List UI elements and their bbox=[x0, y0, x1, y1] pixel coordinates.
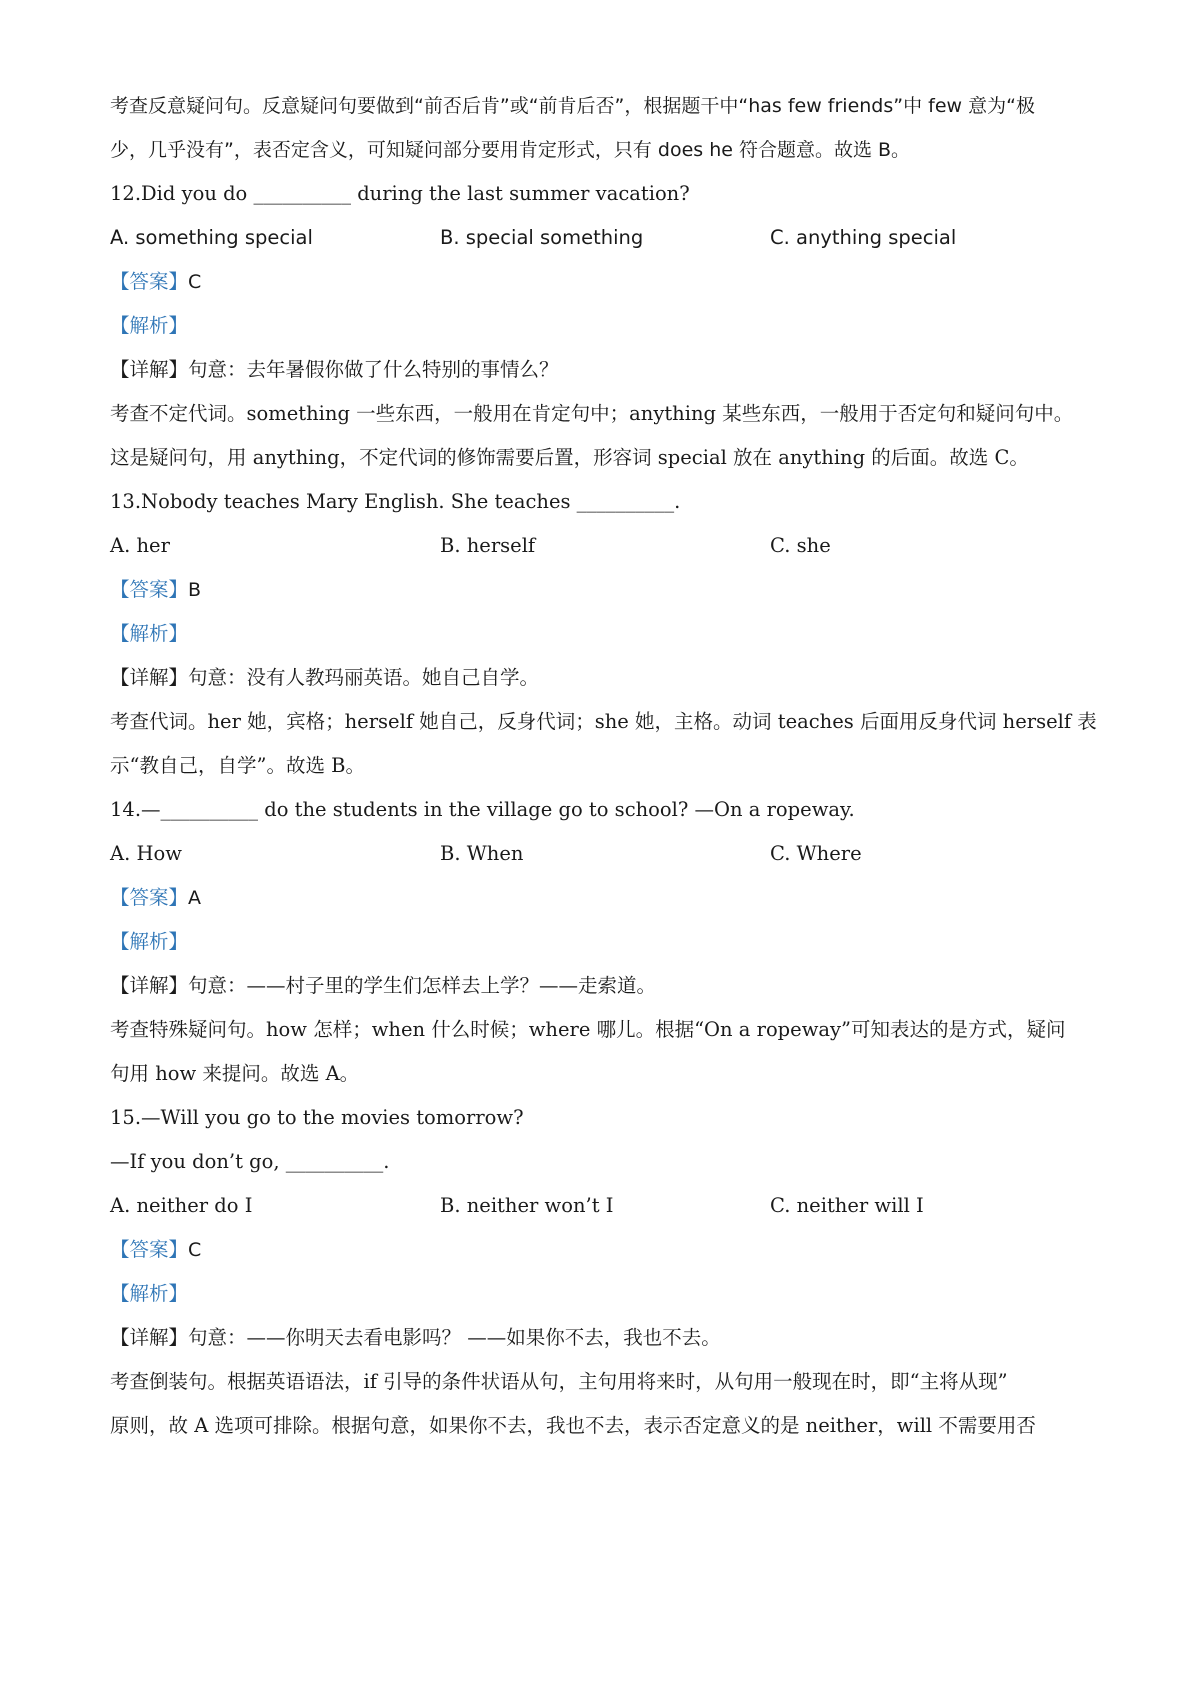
detail-line bbox=[110, 356, 1110, 384]
option-a: A. her bbox=[110, 534, 170, 557]
question-15-stem: 15.—Will you go to the movies tomorrow? bbox=[110, 1106, 524, 1129]
q11-explanation-line: 考查反意疑问句。反意疑问句要做到“前否后肯”或“前肯后否”，根据题干中“has few friends”中 few 意为“极 bbox=[110, 95, 1035, 117]
explanation-line: 考查特殊疑问句。how 怎样；when 什么时候；where 哪儿。根据“On a ropeway”可知表达的是方式，疑问 bbox=[110, 1018, 1066, 1041]
analysis-line bbox=[110, 620, 1110, 648]
answer-line bbox=[110, 268, 1110, 296]
answer-line bbox=[110, 576, 1110, 604]
q11-explanation-line: 少，几乎没有”，表否定含义，可知疑问部分要用肯定形式，只有 does he 符合题意。故选 B。 bbox=[110, 139, 911, 161]
option-a: A. How bbox=[110, 842, 182, 865]
explanation-line: 句用 how 来提问。故选 A。 bbox=[110, 1062, 360, 1085]
option-a: A. neither do I bbox=[110, 1194, 253, 1217]
answer-value: A bbox=[188, 887, 202, 909]
option-b: B. herself bbox=[440, 534, 536, 557]
detail-label: 【详解】 bbox=[110, 1326, 189, 1349]
question-12-stem: 12.Did you do __________ during the last summer vacation? bbox=[110, 182, 690, 205]
answer-label: 【答案】 bbox=[110, 578, 189, 601]
analysis-label: 【解析】 bbox=[110, 1282, 189, 1305]
analysis-line bbox=[110, 1280, 1110, 1308]
detail-text: 句意：——村子里的学生们怎样去上学？——走索道。 bbox=[188, 974, 657, 997]
analysis-label: 【解析】 bbox=[110, 930, 189, 953]
answer-value: B bbox=[188, 579, 202, 601]
question-13-stem: 13.Nobody teaches Mary English. She teaches __________. bbox=[110, 490, 681, 513]
analysis-line bbox=[110, 312, 1110, 340]
explanation-line: 考查代词。her 她，宾格；herself 她自己，反身代词；she 她，主格。动词 teaches 后面用反身代词 herself 表 bbox=[110, 710, 1097, 733]
explanation-line: 考查倒装句。根据英语语法，if 引导的条件状语从句，主句用将来时，从句用一般现在时，即“主将从现” bbox=[110, 1370, 1008, 1393]
explanation-line: 原则，故 A 选项可排除。根据句意，如果你不去，我也不去，表示否定意义的是 neither，will 不需要用否 bbox=[110, 1414, 1036, 1437]
answer-label: 【答案】 bbox=[110, 1238, 189, 1261]
explanation-line: 示“教自己，自学”。故选 B。 bbox=[110, 754, 365, 777]
detail-line bbox=[110, 1324, 1110, 1352]
option-c: C. she bbox=[770, 534, 831, 557]
detail-label: 【详解】 bbox=[110, 666, 189, 689]
explanation-line: 这是疑问句，用 anything，不定代词的修饰需要后置，形容词 special 放在 anything 的后面。故选 C。 bbox=[110, 446, 1029, 469]
answer-label: 【答案】 bbox=[110, 886, 189, 909]
detail-text: 句意：没有人教玛丽英语。她自己自学。 bbox=[188, 666, 540, 689]
option-b: B. special something bbox=[440, 226, 644, 249]
analysis-label: 【解析】 bbox=[110, 314, 189, 337]
detail-line bbox=[110, 664, 1110, 692]
detail-label: 【详解】 bbox=[110, 974, 189, 997]
detail-text: 句意：——你明天去看电影吗？ ——如果你不去，我也不去。 bbox=[188, 1326, 721, 1349]
detail-text: 句意：去年暑假你做了什么特别的事情么？ bbox=[188, 358, 559, 381]
answer-label: 【答案】 bbox=[110, 270, 189, 293]
analysis-line bbox=[110, 928, 1110, 956]
answer-value: C bbox=[188, 1239, 202, 1261]
answer-line bbox=[110, 1236, 1110, 1264]
option-c: C. neither will I bbox=[770, 1194, 924, 1217]
question-15-stem-reply: —If you don’t go, __________. bbox=[110, 1150, 390, 1173]
option-b: B. When bbox=[440, 842, 524, 865]
detail-label: 【详解】 bbox=[110, 358, 189, 381]
answer-value: C bbox=[188, 271, 202, 293]
answer-line bbox=[110, 884, 1110, 912]
option-a: A. something special bbox=[110, 226, 313, 249]
option-c: C. Where bbox=[770, 842, 862, 865]
option-b: B. neither won’t I bbox=[440, 1194, 614, 1217]
question-14-stem: 14.—__________ do the students in the village go to school? —On a ropeway. bbox=[110, 798, 855, 821]
option-c: C. anything special bbox=[770, 226, 957, 249]
detail-line bbox=[110, 972, 1110, 1000]
analysis-label: 【解析】 bbox=[110, 622, 189, 645]
explanation-line: 考查不定代词。something 一些东西，一般用在肯定句中；anything 某些东西，一般用于否定句和疑问句中。 bbox=[110, 402, 1074, 425]
